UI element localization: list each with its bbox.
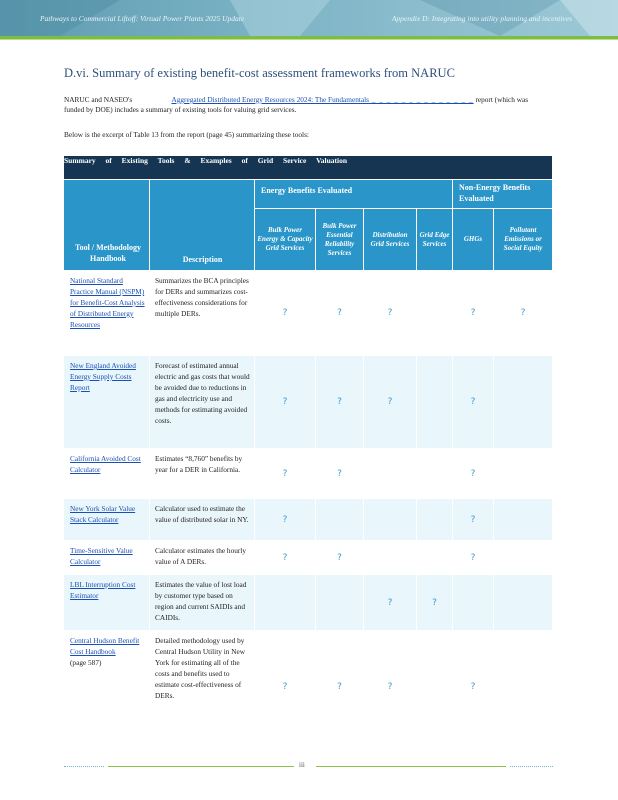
- mark-cell: [255, 499, 316, 541]
- evaluated-mark-icon: ?: [520, 308, 526, 318]
- col-header-tool: Tool / Methodology Handbook: [64, 180, 150, 271]
- mark-cell: [494, 575, 553, 631]
- subcol-header-0: Bulk Power Energy & Capacity Grid Services: [255, 209, 316, 271]
- subcol-header-2: Distribution Grid Services: [364, 209, 417, 271]
- mark-cell: [417, 499, 453, 541]
- tool-link[interactable]: California Avoided Cost Calculator: [70, 454, 141, 474]
- evaluated-mark-icon: ?: [470, 514, 476, 525]
- mark-cell: [494, 449, 553, 499]
- mark-cell: [453, 499, 494, 541]
- description-cell: Calculator used to estimate the value of distributed solar in NY.: [150, 499, 255, 541]
- table-title-row: [64, 156, 553, 180]
- mark-cell: [494, 271, 553, 356]
- evaluated-mark-icon: ?: [387, 681, 393, 692]
- evaluated-mark-icon: ?: [470, 468, 476, 479]
- report-link[interactable]: Aggregated Distributed Energy Resources 2024: The Fundamentals: [171, 95, 369, 104]
- mark-cell: [453, 631, 494, 743]
- evaluated-mark-icon: ?: [282, 552, 288, 563]
- mark-cell: [364, 271, 417, 356]
- tool-link[interactable]: Central Hudson Benefit Cost Handbook: [70, 636, 140, 656]
- table-row: [64, 449, 553, 499]
- tool-link[interactable]: National Standard Practice Manual (NSPM) for Benefit-Cost Analysis of Distributed Energy Resources: [70, 276, 145, 329]
- mark-cell: [316, 499, 364, 541]
- mark-cell: [453, 449, 494, 499]
- table-row: [64, 271, 553, 356]
- mark-cell: [255, 631, 316, 743]
- mark-cell: [316, 356, 364, 449]
- mark-cell: [494, 499, 553, 541]
- intro-line2: funded by DOE) includes a summary of existing tools for valuing grid services.: [64, 105, 297, 114]
- subcol-header-5: Pollutant Emissions or Social Equity: [494, 209, 553, 271]
- evaluated-mark-icon: ?: [282, 681, 288, 692]
- tool-link[interactable]: LBL Interruption Cost Estimator: [70, 580, 136, 600]
- table-title: Summary of Existing Tools & Examples of Grid Service Valuation: [64, 156, 553, 180]
- tools-table: [63, 155, 553, 743]
- page-number: iii: [299, 761, 305, 769]
- description-cell: Estimates the value of lost load by customer type based on region and current SAIDIs and CAIDIs.: [150, 575, 255, 631]
- group-header-non-energy: Non-Energy Benefits Evaluated: [453, 180, 553, 209]
- section-heading: D.vi. Summary of existing benefit-cost assessment frameworks from NARUC: [64, 66, 455, 80]
- tool-link[interactable]: New England Avoided Energy Supply Costs Report: [70, 361, 136, 392]
- mark-cell: [364, 499, 417, 541]
- banner-left-title: Pathways to Commercial Liftoff: Virtual Power Plants 2025 Update: [40, 14, 245, 23]
- col-header-description: Description: [150, 180, 255, 271]
- tool-cell: [64, 499, 150, 541]
- evaluated-mark-icon: ?: [470, 681, 476, 692]
- mark-cell: [364, 356, 417, 449]
- mark-cell: [316, 631, 364, 743]
- banner-right-title: Appendix D: Integrating into utility planning and incentives: [391, 14, 572, 23]
- mark-cell: [417, 575, 453, 631]
- table-row: [64, 575, 553, 631]
- tool-cell: [64, 449, 150, 499]
- table-body: [64, 271, 553, 743]
- excerpt-text: Below is the excerpt of Table 13 from the report (page 45) summarizing these tools:: [64, 130, 309, 139]
- footer-dotted-left: [64, 766, 104, 767]
- evaluated-mark-icon: ?: [470, 308, 476, 318]
- subcol-header-4: GHGs: [453, 209, 494, 271]
- evaluated-mark-icon: ?: [282, 468, 288, 479]
- mark-cell: [316, 575, 364, 631]
- mark-cell: [364, 631, 417, 743]
- description-cell: Estimates “8,760” benefits by year for a DER in California.: [150, 449, 255, 499]
- evaluated-mark-icon: ?: [337, 681, 342, 692]
- mark-cell: [453, 575, 494, 631]
- mark-cell: [417, 449, 453, 499]
- tool-cell: [64, 356, 150, 449]
- evaluated-mark-icon: ?: [470, 397, 476, 407]
- banner-accent-line-light: [0, 39, 618, 40]
- tool-cell: [64, 271, 150, 356]
- tool-cell: [64, 541, 150, 575]
- mark-cell: [494, 356, 553, 449]
- evaluated-mark-icon: ?: [282, 514, 288, 525]
- table-row: [64, 499, 553, 541]
- evaluated-mark-icon: ?: [387, 397, 393, 407]
- description-cell: Summarizes the BCA principles for DERs and summarizes cost-effectiveness considerations for multiple DERs.: [150, 271, 255, 356]
- intro-prefix: NARUC and NASEO's: [64, 95, 133, 104]
- mark-cell: [494, 631, 553, 743]
- mark-cell: [417, 631, 453, 743]
- evaluated-mark-icon: ?: [387, 597, 393, 608]
- evaluated-mark-icon: ?: [432, 597, 437, 608]
- description-cell: Detailed methodology used by Central Hudson Utility in New York for estimating all of the costs and benefits used to estimate cost-effectiveness of DERs.: [150, 631, 255, 743]
- tool-link[interactable]: Time-Sensitive Value Calculator: [70, 546, 133, 566]
- mark-cell: [255, 449, 316, 499]
- mark-cell: [417, 356, 453, 449]
- mark-cell: [417, 541, 453, 575]
- evaluated-mark-icon: ?: [470, 552, 476, 563]
- mark-cell: [364, 449, 417, 499]
- footer-line-left: [108, 766, 294, 767]
- footer-line-right: [316, 766, 506, 767]
- tool-note: (page 587): [70, 658, 102, 667]
- mark-cell: [255, 575, 316, 631]
- table-row: [64, 356, 553, 449]
- intro-suffix: report (which was: [475, 95, 529, 104]
- tool-cell: [64, 575, 150, 631]
- mark-cell: [494, 541, 553, 575]
- table-group-header-row: [64, 180, 553, 209]
- mark-cell: [364, 541, 417, 575]
- page-footer: [64, 762, 553, 772]
- mark-cell: [417, 271, 453, 356]
- intro-paragraph: [64, 95, 528, 115]
- subcol-header-3: Grid Edge Services: [417, 209, 453, 271]
- table-row: [64, 631, 553, 743]
- mark-cell: [316, 271, 364, 356]
- tool-cell: [64, 631, 150, 743]
- mark-cell: [316, 449, 364, 499]
- mark-cell: [255, 541, 316, 575]
- mark-cell: [364, 575, 417, 631]
- mark-cell: [453, 541, 494, 575]
- group-header-energy: Energy Benefits Evaluated: [255, 180, 453, 209]
- mark-cell: [255, 271, 316, 356]
- link-leader: _ _ _ _ _ _ _ _ _ _ _ _ _ _: [368, 95, 474, 104]
- mark-cell: [453, 356, 494, 449]
- evaluated-mark-icon: ?: [282, 397, 288, 407]
- page-banner: [0, 0, 618, 36]
- evaluated-mark-icon: ?: [282, 308, 288, 318]
- evaluated-mark-icon: ?: [337, 308, 342, 318]
- evaluated-mark-icon: ?: [337, 552, 342, 563]
- evaluated-mark-icon: ?: [337, 397, 342, 407]
- subcol-header-1: Bulk Power Essential Reliability Services: [316, 209, 364, 271]
- evaluated-mark-icon: ?: [337, 468, 342, 479]
- description-cell: Forecast of estimated annual electric and gas costs that would be avoided due to reductions in gas and electricity use and methods for estimating avoided costs.: [150, 356, 255, 449]
- mark-cell: [255, 356, 316, 449]
- mark-cell: [453, 271, 494, 356]
- table-row: [64, 541, 553, 575]
- footer-dotted-right: [510, 766, 553, 767]
- evaluated-mark-icon: ?: [387, 308, 393, 318]
- tool-link[interactable]: New York Solar Value Stack Calculator: [70, 504, 136, 524]
- description-cell: Calculator estimates the hourly value of A DERs.: [150, 541, 255, 575]
- mark-cell: [316, 541, 364, 575]
